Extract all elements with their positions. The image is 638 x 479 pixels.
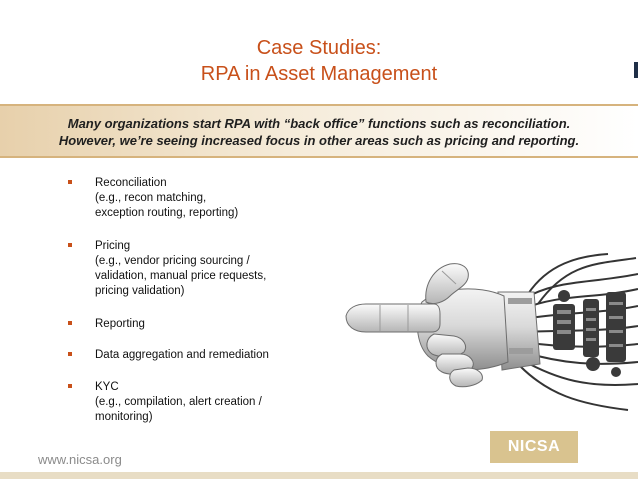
bullet-detail-line: (e.g., compilation, alert creation / xyxy=(95,396,262,408)
square-bullet-icon xyxy=(68,352,72,356)
slide-title-line1: Case Studies: xyxy=(256,37,382,59)
bullet-detail-line: exception routing, reporting) xyxy=(95,207,239,219)
bullet-detail-line: monitoring) xyxy=(95,411,153,423)
bullet-detail-line: (e.g., vendor pricing sourcing / xyxy=(95,255,250,267)
robotic-hand-pointing-icon xyxy=(338,244,638,414)
square-bullet-icon xyxy=(68,321,72,325)
bullet-detail-line: (e.g., recon matching, xyxy=(95,192,207,204)
bullet-heading: Reconciliation xyxy=(95,177,167,189)
bullet-detail-line: validation, manual price requests, xyxy=(95,270,267,282)
bullet-detail-line: pricing validation) xyxy=(95,285,185,297)
nicsa-logo xyxy=(490,431,578,463)
bullet-heading: Data aggregation and remediation xyxy=(95,349,269,361)
logo-text: NICSA xyxy=(507,438,561,455)
robotic-hand-illustration xyxy=(338,244,638,414)
edge-tab-decoration xyxy=(634,62,638,78)
banner-text-line2: However, we’re seeing increased focus in other areas such as pricing and reporting. xyxy=(58,133,580,148)
footer-website-link[interactable]: www.nicsa.org xyxy=(38,452,122,467)
bullet-heading: Pricing xyxy=(95,240,131,252)
square-bullet-icon xyxy=(68,243,72,247)
banner-text-line1: Many organizations start RPA with “back office” functions such as reconciliation. xyxy=(67,116,571,131)
slide-title-line2: RPA in Asset Management xyxy=(200,63,438,85)
bullet-heading: KYC xyxy=(95,381,119,393)
square-bullet-icon xyxy=(68,180,72,184)
bullet-heading: Reporting xyxy=(95,318,145,330)
square-bullet-icon xyxy=(68,384,72,388)
footer-bar xyxy=(0,472,638,479)
